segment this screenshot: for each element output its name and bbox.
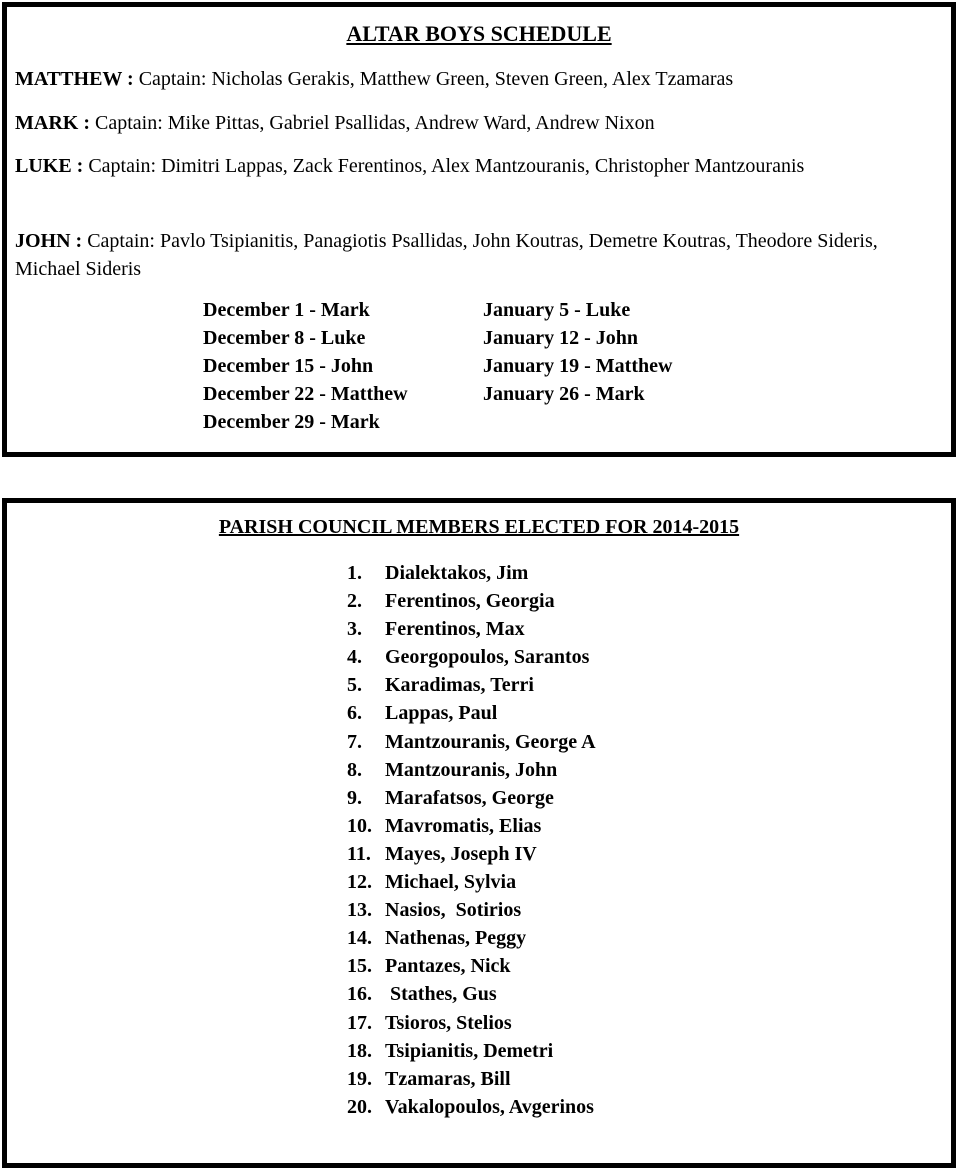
member-number: 7.	[347, 730, 362, 753]
member-number: 17.	[347, 1011, 372, 1034]
member-number: 9.	[347, 786, 362, 809]
altar-boys-schedule-box	[2, 2, 956, 457]
schedule-entry: January 26 - Mark	[483, 383, 645, 405]
member-name: Mavromatis, Elias	[385, 814, 542, 837]
member-number: 6.	[347, 702, 362, 725]
member-name: Ferentinos, Max	[385, 618, 525, 641]
council-member-item	[347, 699, 596, 727]
group-members: Captain: Nicholas Gerakis, Matthew Green, Steven Green, Alex Tzamaras	[138, 68, 734, 90]
member-name: Nasios, Sotirios	[385, 899, 522, 922]
schedule-entry: December 22 - Matthew	[203, 383, 408, 405]
group-members: Captain: Dimitri Lappas, Zack Ferentinos, Alex Mantzouranis, Christopher Mantzouranis	[88, 155, 805, 177]
member-number: 13.	[347, 899, 372, 922]
member-number: 4.	[347, 646, 362, 669]
december-schedule	[203, 296, 408, 436]
member-name: Michael, Sylvia	[385, 871, 517, 894]
member-name: Dialektakos, Jim	[385, 562, 529, 584]
council-member-item	[347, 980, 596, 1008]
schedule-entry: December 8 - Luke	[203, 327, 366, 349]
schedule-entry: December 15 - John	[203, 355, 374, 377]
member-number: 16.	[347, 983, 372, 1006]
council-member-item	[347, 868, 596, 896]
schedule-entry: January 5 - Luke	[483, 299, 631, 321]
council-member-item	[347, 756, 596, 784]
council-member-item	[347, 728, 596, 756]
member-name: Tsipianitis, Demetri	[385, 1039, 554, 1062]
council-member-item	[347, 784, 596, 812]
group-matthew	[15, 65, 947, 93]
member-number: 12.	[347, 871, 372, 894]
schedule-entry: January 19 - Matthew	[483, 355, 673, 377]
member-name: Georgopoulos, Sarantos	[385, 646, 590, 669]
member-number: 20.	[347, 1095, 372, 1118]
altar-schedule-title: ALTAR BOYS SCHEDULE	[346, 21, 612, 46]
council-member-item	[347, 1093, 596, 1121]
council-member-item	[347, 896, 596, 924]
member-name: Tsioros, Stelios	[385, 1011, 512, 1034]
member-number: 19.	[347, 1067, 372, 1090]
schedule-entry: January 12 - John	[483, 327, 639, 349]
group-mark	[15, 109, 947, 137]
member-number: 8.	[347, 758, 362, 781]
january-schedule	[483, 296, 672, 408]
member-number: 1.	[347, 562, 362, 584]
council-member-item	[347, 643, 596, 671]
member-name: Pantazes, Nick	[385, 955, 511, 978]
council-member-item	[347, 812, 596, 840]
council-member-item	[347, 587, 596, 615]
group-luke	[15, 152, 947, 180]
member-number: 18.	[347, 1039, 372, 1062]
member-name: Nathenas, Peggy	[385, 927, 527, 950]
member-name: Stathes, Gus	[385, 983, 497, 1006]
group-members: Captain: Mike Pittas, Gabriel Psallidas, Andrew Ward, Andrew Nixon	[94, 112, 655, 134]
member-name: Tzamaras, Bill	[385, 1067, 511, 1090]
group-john	[15, 227, 947, 283]
schedule-entry: December 1 - Mark	[203, 299, 370, 321]
member-name: Ferentinos, Georgia	[385, 590, 555, 613]
schedule-entry: December 29 - Mark	[203, 411, 380, 433]
member-number: 11.	[347, 842, 371, 865]
member-number: 5.	[347, 674, 362, 697]
member-name: Vakalopoulos, Avgerinos	[385, 1095, 594, 1118]
group-name: MARK :	[15, 112, 90, 134]
council-member-item	[347, 1037, 596, 1065]
member-name: Lappas, Paul	[385, 702, 498, 725]
member-name: Mantzouranis, John	[385, 758, 558, 781]
group-name: MATTHEW :	[15, 68, 134, 90]
member-name: Mantzouranis, George A	[385, 730, 596, 753]
council-member-list	[347, 559, 596, 1121]
member-name: Marafatsos, George	[385, 786, 554, 809]
group-name: JOHN :	[15, 230, 83, 252]
parish-council-box	[2, 498, 956, 1168]
council-member-item	[347, 559, 596, 587]
council-member-item	[347, 1009, 596, 1037]
member-name: Karadimas, Terri	[385, 674, 534, 697]
parish-council-title: PARISH COUNCIL MEMBERS ELECTED FOR 2014-2015	[218, 516, 740, 538]
council-member-item	[347, 924, 596, 952]
group-members: Captain: Pavlo Tsipianitis, Panagiotis Psallidas, John Koutras, Demetre Koutras, Theodore Sideris, Michael Sideris	[15, 230, 878, 280]
group-name: LUKE :	[15, 155, 84, 177]
council-member-item	[347, 840, 596, 868]
council-member-item	[347, 1065, 596, 1093]
member-name: Mayes, Joseph IV	[385, 842, 537, 865]
council-member-item	[347, 615, 596, 643]
member-number: 10.	[347, 814, 372, 837]
council-member-item	[347, 671, 596, 699]
council-member-item	[347, 952, 596, 980]
member-number: 14.	[347, 927, 372, 950]
member-number: 2.	[347, 590, 362, 613]
member-number: 3.	[347, 618, 362, 641]
member-number: 15.	[347, 955, 372, 978]
